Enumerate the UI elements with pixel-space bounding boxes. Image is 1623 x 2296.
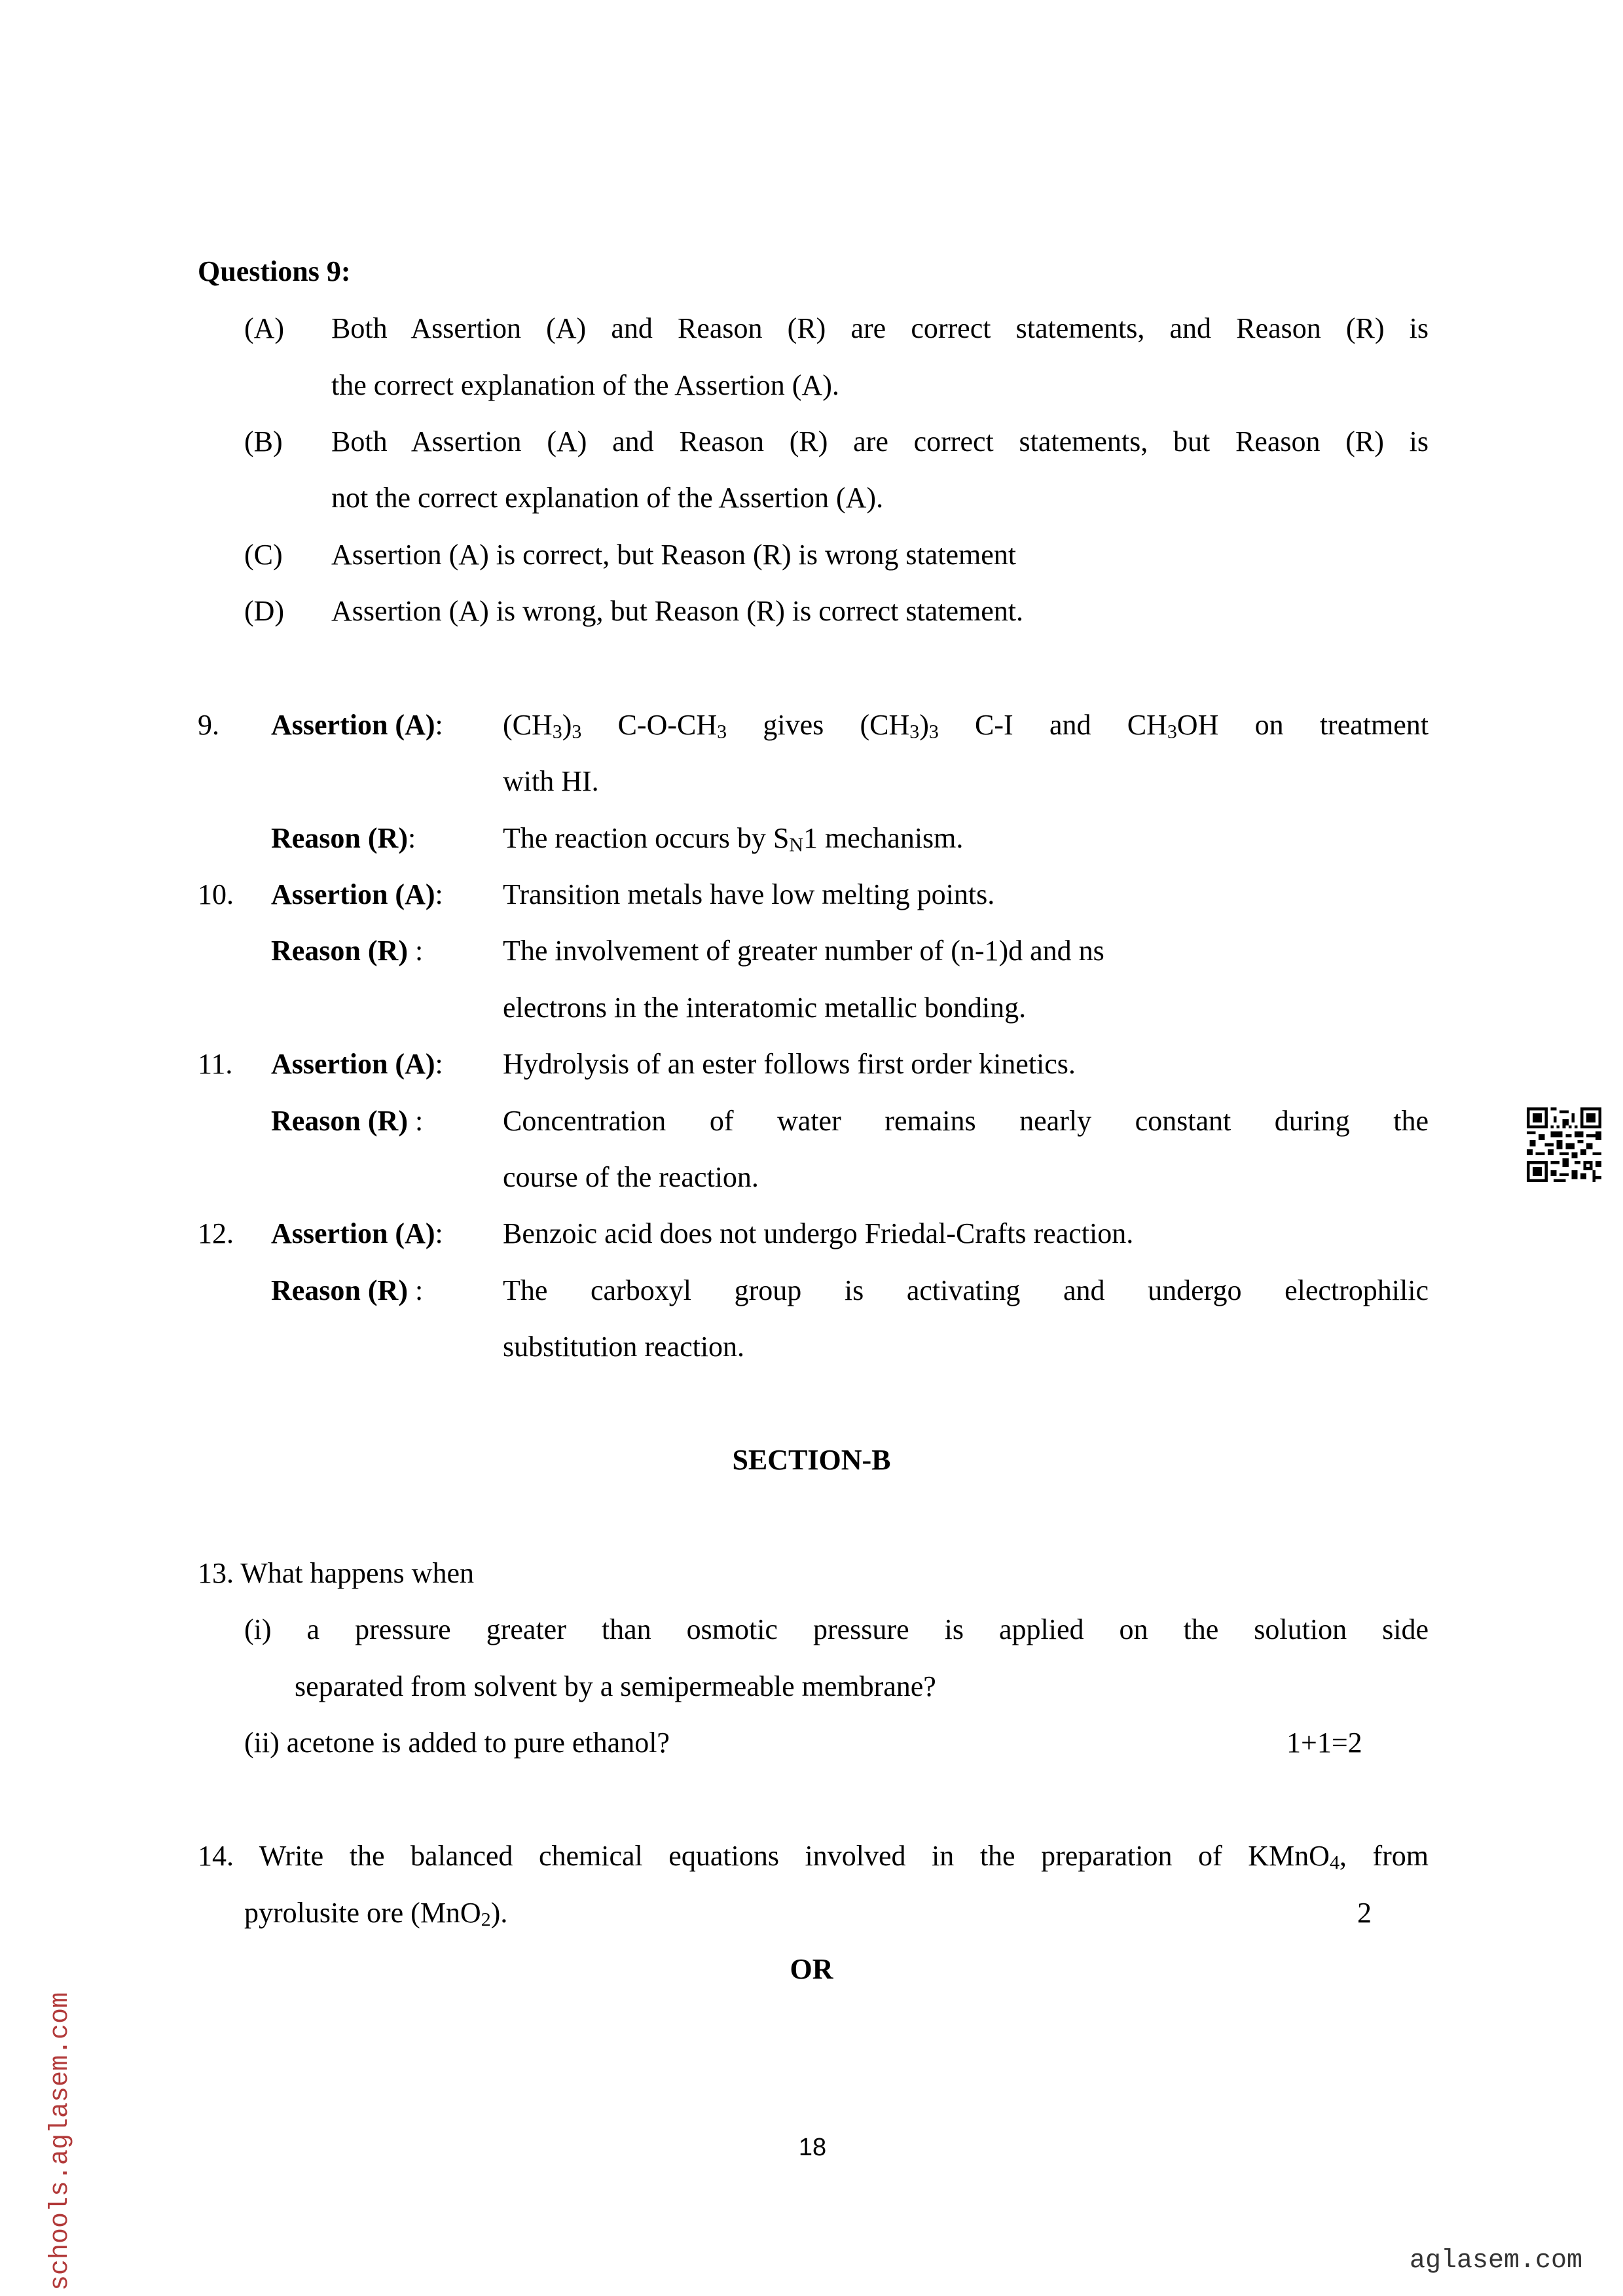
watermark-side: schools.aglasem.com: [46, 1992, 75, 2291]
q13-marks: 1+1=2: [1286, 1727, 1362, 1759]
q10-assertion-label: [271, 878, 443, 912]
q10-assertion-line-1: Transition metals have low melting points.: [503, 878, 995, 910]
q9-assertion-p7: OH on treatment: [1176, 709, 1429, 741]
q11-reason-line-1: Concentration of water remains nearly constant during the: [503, 1105, 1429, 1137]
q9-number: 9.: [198, 709, 219, 741]
q9-assertion-p1: (CH: [503, 709, 553, 741]
q14-line-1-p1: 14. Write the balanced chemical equations involved in the preparation of KMnO: [198, 1840, 1330, 1872]
q9-assertion-p2: ): [562, 709, 572, 741]
q9-reason-p2: 1 mechanism.: [803, 822, 964, 854]
option-b-line-1: Both Assertion (A) and Reason (R) are correct statements, but Reason (R) is: [331, 425, 1429, 457]
q9-assertion-p6: C-I and CH: [938, 709, 1167, 741]
q9-reason-label-text: Reason (R): [271, 822, 408, 854]
questions-heading: Questions 9:: [198, 255, 351, 287]
q11-assertion-label-text: Assertion (A): [271, 1048, 435, 1080]
q9-assertion-p4: gives (CH: [727, 709, 910, 741]
q9-reason-line-1: [503, 821, 963, 856]
q9-assertion-line-2: with HI.: [503, 765, 599, 797]
q9-assertion-label: [271, 708, 443, 743]
q12-reason-label: [271, 1274, 423, 1308]
q13-part-ii: (ii) acetone is added to pure ethanol?: [244, 1727, 670, 1759]
q9-reason-label: [271, 821, 416, 856]
q9-assertion-p5: ): [919, 709, 929, 741]
q10-number: 10.: [198, 878, 234, 910]
q13-intro: 13. What happens when: [198, 1557, 474, 1589]
q14-marks: 2: [1357, 1897, 1372, 1929]
q11-reason-label: [271, 1104, 423, 1139]
q11-reason-line-2: course of the reaction.: [503, 1161, 759, 1193]
option-a-line-1: Both Assertion (A) and Reason (R) are correct statements, and Reason (R) is: [331, 312, 1429, 344]
page-number: 18: [798, 2134, 827, 2161]
option-b-line-2: not the correct explanation of the Assertion (A).: [331, 482, 884, 514]
q9-reason-s1: N: [789, 834, 804, 856]
q14-line-2-s1: 2: [481, 1909, 491, 1931]
qr-code-icon: [1527, 1107, 1601, 1182]
q12-assertion-line-1: Benzoic acid does not undergo Friedal-Crafts reaction.: [503, 1217, 1134, 1249]
q14-line-2: [244, 1896, 507, 1931]
q14-line-1-s1: 4: [1329, 1852, 1340, 1874]
q10-reason-label: [271, 934, 423, 969]
q14-line-1: [198, 1839, 1429, 1874]
q9-assertion-s3: 3: [717, 721, 727, 743]
q9-assertion-s4: 3: [909, 721, 920, 743]
q12-assertion-colon: :: [435, 1217, 443, 1249]
watermark-footer: aglasem.com: [1409, 2246, 1582, 2276]
option-c-label: (C): [244, 539, 283, 571]
q11-number: 11.: [198, 1048, 233, 1080]
option-d-label: (D): [244, 595, 285, 627]
q12-reason-label-text: Reason (R): [271, 1274, 408, 1306]
q14-line-1-p2: , from: [1339, 1840, 1429, 1872]
option-d-line-1: Assertion (A) is wrong, but Reason (R) is correct statement.: [331, 595, 1023, 627]
option-a-label: (A): [244, 312, 285, 344]
q9-assertion-p3: C-O-CH: [581, 709, 718, 741]
q10-reason-label-text: Reason (R): [271, 935, 408, 967]
q9-reason-colon: :: [407, 822, 416, 854]
q12-reason-line-1: The carboxyl group is activating and undergo electrophilic: [503, 1274, 1429, 1306]
q9-assertion-colon: :: [435, 709, 443, 741]
q10-reason-line-1: The involvement of greater number of (n-1)d and ns: [503, 935, 1104, 967]
q9-assertion-s2: 3: [572, 721, 582, 743]
q12-reason-line-2: substitution reaction.: [503, 1331, 745, 1363]
section-b-heading: SECTION-B: [732, 1444, 891, 1476]
q12-number: 12.: [198, 1217, 234, 1249]
q9-assertion-s1: 3: [552, 721, 562, 743]
q12-assertion-label-text: Assertion (A): [271, 1217, 435, 1249]
q14-line-2-p2: ).: [490, 1897, 508, 1929]
q10-assertion-colon: :: [435, 878, 443, 910]
q11-assertion-label: [271, 1047, 443, 1082]
q9-assertion-line-1: [503, 708, 1429, 743]
q9-assertion-s6: 3: [1167, 721, 1177, 743]
q10-assertion-label-text: Assertion (A): [271, 878, 435, 910]
q10-reason-line-2: electrons in the interatomic metallic bonding.: [503, 992, 1027, 1024]
q13-part-i-line-2: separated from solvent by a semipermeable membrane?: [295, 1670, 936, 1702]
q14-line-2-p1: pyrolusite ore (MnO: [244, 1897, 481, 1929]
q12-assertion-label: [271, 1217, 443, 1251]
q12-reason-colon: :: [407, 1274, 424, 1306]
q10-reason-colon: :: [407, 935, 424, 967]
q13-part-i-line-1: (i) a pressure greater than osmotic pressure is applied on the solution side: [244, 1613, 1429, 1645]
option-a-line-2: the correct explanation of the Assertion (A).: [331, 369, 839, 401]
q11-assertion-line-1: Hydrolysis of an ester follows first order kinetics.: [503, 1048, 1076, 1080]
q11-assertion-colon: :: [435, 1048, 443, 1080]
option-c-line-1: Assertion (A) is correct, but Reason (R) is wrong statement: [331, 539, 1016, 571]
q9-assertion-label-text: Assertion (A): [271, 709, 435, 741]
option-b-label: (B): [244, 425, 283, 457]
q14-or: OR: [790, 1953, 833, 1985]
q11-reason-colon: :: [407, 1105, 424, 1137]
q9-assertion-s5: 3: [928, 721, 939, 743]
q9-reason-p1: The reaction occurs by S: [503, 822, 790, 854]
q11-reason-label-text: Reason (R): [271, 1105, 408, 1137]
